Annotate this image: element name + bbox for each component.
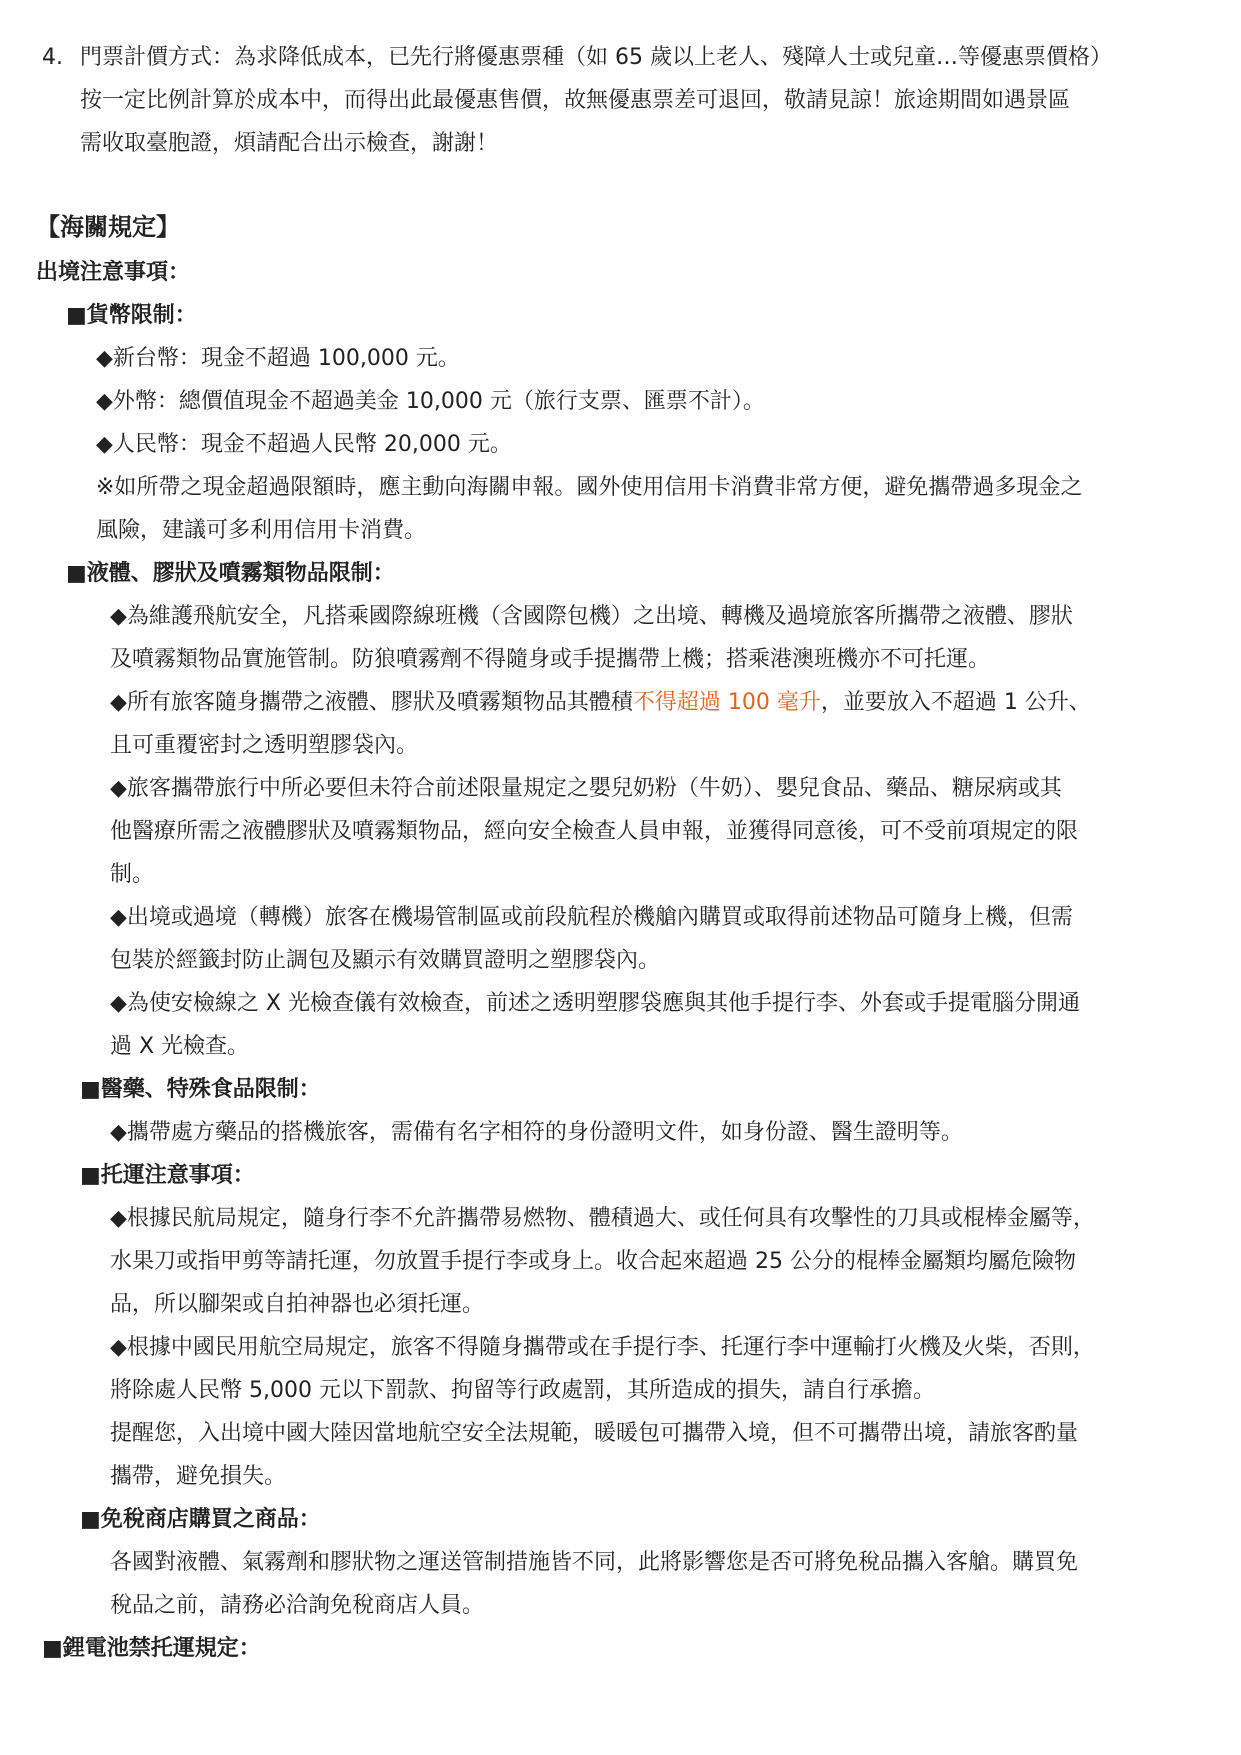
customs-heading: 【海關規定】: [36, 213, 180, 241]
liquids-title: ■液體、膠狀及噴霧類物品限制：: [66, 561, 395, 586]
checkin-p1-line-3: 品，所以腳架或自拍神器也必須托運。: [110, 1292, 485, 1317]
liquids-p1-line-1: ◆為維護飛航安全，凡搭乘國際線班機（含國際包機）之出境、轉機及過境旅客所攜帶之液體、膠狀: [110, 604, 1073, 629]
liquids-p3-line-2: 他醫療所需之液體膠狀及噴霧類物品，經向安全檢查人員申報，並獲得同意後，可不受前項規定的限: [110, 819, 1079, 844]
checkin-p2-line-1: ◆根據中國民用航空局規定，旅客不得隨身攜帶或在手提行李、托運行李中運輸打火機及火柴，否則，: [110, 1335, 1095, 1360]
medicine-item: ◆攜帶處方藥品的搭機旅客，需備有名字相符的身份證明文件，如身份證、醫生證明等。: [110, 1120, 963, 1145]
currency-item-rmb: ◆人民幣：現金不超過人民幣 20,000 元。: [96, 432, 512, 457]
medicine-title: ■醫藥、特殊食品限制：: [80, 1077, 321, 1102]
liquids-p2-line-2: 且可重覆密封之透明塑膠袋內。: [110, 733, 419, 758]
list-number: 4.: [42, 45, 63, 70]
liquids-p3-line-1: ◆旅客攜帶旅行中所必要但未符合前述限量規定之嬰兒奶粉（牛奶）、嬰兒食品、藥品、糖尿病或其: [110, 776, 1062, 801]
duty-free-line-2: 稅品之前，請務必洽詢免稅商店人員。: [110, 1593, 485, 1618]
checkin-p3-line-1: 提醒您，入出境中國大陸因當地航空安全法規範，暖暖包可攜帶入境，但不可攜帶出境，請旅客酌量: [110, 1421, 1079, 1446]
liquids-p5-line-1: ◆為使安檢線之 X 光檢查儀有效檢查，前述之透明塑膠袋應與其他手提行李、外套或手提電腦分開通: [110, 991, 1080, 1016]
liquids-p1-line-2: 及噴霧類物品實施管制。防狼噴霧劑不得隨身或手提攜帶上機；搭乘港澳班機亦不可托運。: [110, 647, 991, 672]
duty-free-line-1: 各國對液體、氣霧劑和膠狀物之運送管制措施皆不同，此將影響您是否可將免稅品攜入客艙。購買免: [110, 1550, 1079, 1575]
ticket-note-line-2: 按一定比例計算於成本中，而得出此最優惠售價，故無優惠票差可退回，敬請見諒！旅途期間如遇景區: [80, 88, 1071, 113]
currency-item-twd: ◆新台幣：現金不超過 100,000 元。: [96, 346, 460, 371]
duty-free-title: ■免稅商店購買之商品：: [80, 1507, 321, 1532]
currency-item-foreign: ◆外幣：總價值現金不超過美金 10,000 元（旅行支票、匯票不計）。: [96, 389, 765, 414]
liquids-p4-line-1: ◆出境或過境（轉機）旅客在機場管制區或前段航程於機艙內購買或取得前述物品可隨身上機，但需: [110, 905, 1073, 930]
checkin-title: ■托運注意事項：: [80, 1163, 255, 1188]
checkin-p1-line-1: ◆根據民航局規定，隨身行李不允許攜帶易燃物、體積過大、或任何具有攻擊性的刀具或棍棒金屬等，: [110, 1206, 1095, 1231]
exit-title: 出境注意事項：: [36, 260, 191, 285]
lithium-title: ■鋰電池禁托運規定：: [42, 1636, 261, 1661]
ticket-note-line-3: 需收取臺胞證，煩請配合出示檢查，謝謝！: [80, 131, 499, 156]
liquids-p2-line-1: [110, 688, 1091, 718]
checkin-p2-line-2: 將除處人民幣 5,000 元以下罰款、拘留等行政處罰，其所造成的損失，請自行承擔。: [110, 1378, 935, 1403]
checkin-p1-line-2: 水果刀或指甲剪等請托運，勿放置手提行李或身上。收合起來超過 25 公分的棍棒金屬類均屬危險物: [110, 1249, 1076, 1274]
liquids-p2-suffix: ，並要放入不超過 1 公升、: [820, 690, 1091, 715]
liquids-limit-highlight: 不得超過 100 毫升: [632, 690, 821, 715]
liquids-p2-prefix: ◆所有旅客隨身攜帶之液體、膠狀及噴霧類物品其體積: [110, 690, 633, 715]
liquids-p5-line-2: 過 X 光檢查。: [110, 1034, 250, 1059]
currency-title: ■貨幣限制：: [66, 303, 197, 328]
liquids-p3-line-3: 制。: [110, 862, 155, 887]
currency-note-line-1: ※如所帶之現金超過限額時，應主動向海關申報。國外使用信用卡消費非常方便，避免攜帶過多現金之: [96, 475, 1083, 500]
currency-note-line-2: 風險，建議可多利用信用卡消費。: [96, 518, 427, 543]
ticket-note-line-1: 門票計價方式：為求降低成本，已先行將優惠票種（如 65 歲以上老人、殘障人士或兒童…等優惠票價格）: [80, 45, 1112, 70]
checkin-p3-line-2: 攜帶，避免損失。: [110, 1464, 287, 1489]
liquids-p4-line-2: 包裝於經籤封防止調包及顯示有效購買證明之塑膠袋內。: [110, 948, 661, 973]
